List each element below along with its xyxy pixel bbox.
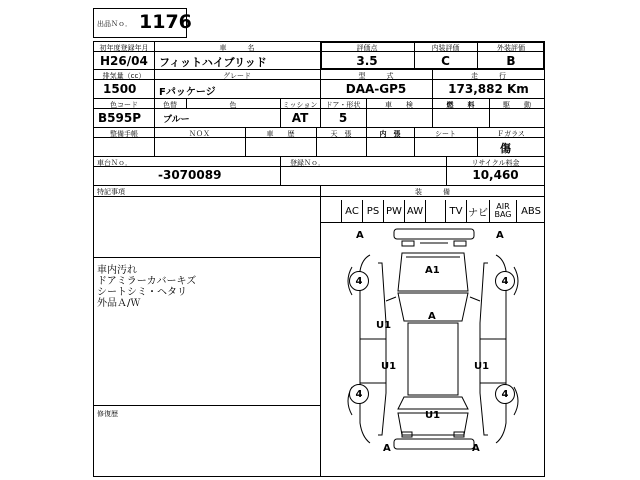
color-change-label: 色替	[163, 101, 177, 109]
equip-blank	[425, 200, 445, 222]
nox-label: ＮＯＸ	[189, 130, 210, 138]
year-value: H26/04	[100, 54, 148, 68]
history-label: 車 歴	[266, 130, 295, 138]
equip-pw: PW	[383, 200, 404, 222]
interior-eval-label: 内装評価	[431, 44, 460, 52]
score-value: 3.5	[356, 54, 378, 68]
front-glass-value: 傷	[500, 142, 511, 155]
equip-ac: AC	[341, 200, 362, 222]
mark-door-rear-right: U1	[474, 361, 490, 372]
mark-rear-right: A	[472, 443, 480, 454]
lower-divider	[320, 186, 321, 477]
color-code-label: 色コード	[110, 101, 138, 109]
lot-number-label: 出品Ｎｏ．	[97, 20, 132, 28]
color-label: 色	[229, 101, 237, 109]
mark-rear-left: A	[383, 443, 391, 454]
equipment-label: 装 備	[415, 188, 450, 196]
mission-label: ミッション	[282, 101, 318, 109]
lot-number: 1176	[139, 11, 192, 33]
drive-label: 駆 動	[503, 101, 531, 109]
front-glass-label: Ｆガラス	[497, 130, 525, 138]
color-value: ブルー	[163, 115, 190, 125]
mileage-label: 走 行	[471, 72, 506, 80]
mission-value: AT	[291, 111, 309, 125]
roof-lining-label: 天 張	[330, 130, 352, 138]
repair-history-label: 修復歴	[97, 410, 118, 418]
note-line: シートシミ・ヘタリ	[97, 287, 187, 298]
mark-hood: A1	[425, 265, 440, 276]
exterior-eval-value: B	[506, 54, 516, 68]
inspection-label: 車 検	[385, 101, 413, 109]
grade-label: グレード	[223, 72, 251, 80]
equip-tv: TV	[445, 200, 466, 222]
mark-door-rear-left: U1	[381, 361, 397, 372]
equip-airbag: AIR BAG	[489, 200, 516, 222]
interior-trim-label: 内 張	[379, 130, 401, 138]
displacement-value: 1500	[103, 82, 137, 96]
note-line: ドアミラーカバーキズ	[97, 276, 197, 287]
seat-label: シート	[435, 130, 456, 138]
equip-navi: ナビ	[466, 200, 489, 222]
doors-label: ドア・形状	[325, 101, 361, 109]
recycle-fee-label: リサイクル料金	[471, 159, 520, 167]
grade-value: Fパッケージ	[159, 87, 216, 98]
chassis-value: -3070089	[158, 168, 222, 182]
equip-ps: PS	[362, 200, 383, 222]
notes-label: 特記事項	[97, 188, 125, 196]
chassis-label: 車台Ｎｏ．	[97, 159, 132, 167]
mark-front-left: A	[356, 230, 364, 241]
mark-windshield: A	[428, 311, 436, 322]
color-code-value: B595P	[98, 111, 141, 125]
mark-wheel-rear-right: 4	[495, 384, 515, 404]
mark-front-right: A	[496, 230, 504, 241]
mark-trunk: U1	[425, 410, 441, 421]
year-label: 初年度登録年月	[99, 44, 149, 52]
model-label: 型 式	[358, 72, 394, 80]
recycle-fee-value: 10,460	[472, 168, 519, 182]
model-value: DAA-GP5	[345, 82, 407, 96]
note-line: 車内汚れ	[97, 265, 137, 276]
hline	[93, 185, 545, 186]
mark-wheel-rear-left: 4	[349, 384, 369, 404]
fuel-label: 燃 料	[446, 101, 475, 109]
registration-label: 登録Ｎｏ．	[290, 159, 325, 167]
mark-wheel-front-right: 4	[495, 271, 515, 291]
car-name-label: 車 名	[219, 44, 255, 52]
car-name-value: フィットハイブリッド	[159, 56, 267, 69]
hline	[93, 98, 545, 99]
interior-eval-value: C	[441, 54, 450, 68]
doors-value: 5	[338, 111, 348, 125]
score-label: 評価点	[356, 44, 378, 52]
displacement-label: 排気量（cc）	[102, 72, 146, 80]
mark-door-front-left: U1	[376, 320, 392, 331]
maintenance-record-label: 整備手帳	[110, 130, 138, 138]
note-line: 外品Ａ/Ｗ	[97, 298, 141, 309]
exterior-eval-label: 外装評価	[497, 44, 525, 52]
mark-wheel-front-left: 4	[349, 271, 369, 291]
car-damage-diagram	[322, 223, 544, 476]
equip-aw: AW	[404, 200, 425, 222]
mileage-value: 173,882 Km	[448, 82, 529, 96]
equip-abs: ABS	[516, 200, 545, 222]
